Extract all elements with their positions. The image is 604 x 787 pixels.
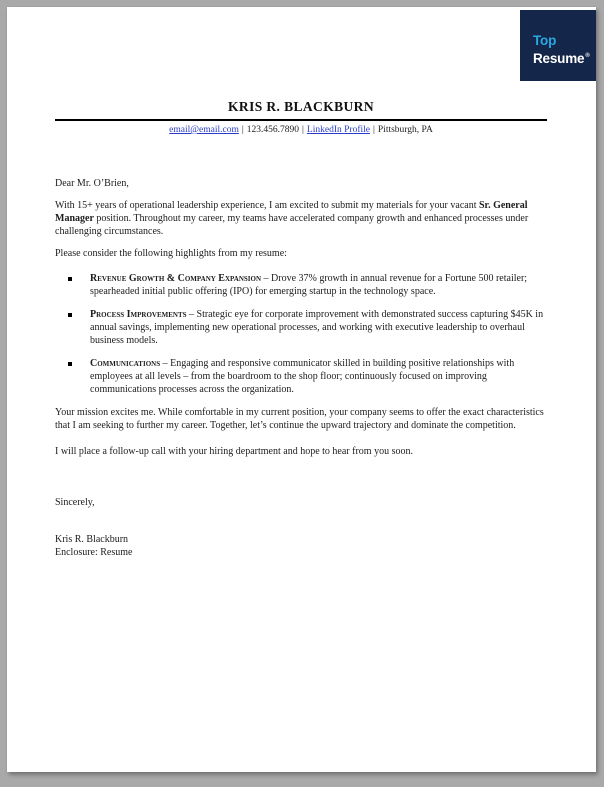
highlight-heading: Revenue Growth & Company Expansion bbox=[90, 273, 262, 284]
highlights-intro: Please consider the following highlights from my resume: bbox=[55, 248, 287, 259]
candidate-name-heading: KRIS R. BLACKBURN bbox=[228, 99, 374, 114]
highlight-heading: Communications bbox=[90, 358, 161, 369]
salutation: Dear Mr. O’Brien, bbox=[55, 178, 129, 189]
job-title-bold: Sr. General Manager bbox=[55, 200, 528, 224]
registered-trademark-symbol: ® bbox=[585, 52, 590, 59]
contact-separator: | bbox=[302, 125, 304, 135]
logo-word-resume-text: Resume bbox=[533, 50, 585, 66]
paragraph-intro-pre: With 15+ years of operational leadership experience, I am excited to submit my materials for your vacant bbox=[55, 200, 479, 211]
paragraph-intro-post: position. Throughout my career, my teams have accelerated company growth and enhanced processes under challenging circumstances. bbox=[55, 213, 529, 237]
highlight-text: – Engaging and responsive communicator skilled in building positive relationships with employees at all levels – from the boardroom to the shop floor; continuously focused on improving communications processes across the organization. bbox=[90, 358, 515, 395]
logo-word-top: Top bbox=[533, 33, 557, 48]
signature-name: Kris R. Blackburn bbox=[55, 534, 129, 545]
location-text: Pittsburgh, PA bbox=[377, 125, 433, 135]
paragraph-followup: I will place a follow-up call with your hiring department and hope to hear from you soon. bbox=[55, 446, 413, 457]
closing-line: Sincerely, bbox=[55, 497, 95, 508]
highlight-text: – Drove 37% growth in annual revenue for a Fortune 500 retailer; spearheaded initial public offering (IPO) for emerging startup in the technology space. bbox=[90, 273, 528, 297]
highlight-heading: Process Improvements bbox=[90, 309, 187, 320]
highlights-list bbox=[55, 272, 547, 396]
header-divider-rule bbox=[55, 119, 547, 121]
contact-line bbox=[55, 124, 547, 137]
letter-page bbox=[7, 7, 596, 772]
email-link[interactable]: email@email.com bbox=[169, 125, 239, 135]
phone-number: 123.456.7890 bbox=[246, 125, 300, 135]
highlight-item-revenue-growth bbox=[55, 272, 547, 298]
contact-separator: | bbox=[241, 125, 244, 135]
paragraph-intro bbox=[55, 199, 547, 238]
highlight-text: – Strategic eye for corporate improvement with demonstrated success capturing $45K in annual savings, implementing new operational processes, and working with executive leadership to overhaul business models. bbox=[90, 309, 544, 346]
signature-block bbox=[55, 533, 547, 559]
linkedin-link[interactable]: LinkedIn Profile bbox=[306, 125, 370, 135]
highlight-item-process-improvements bbox=[55, 308, 547, 347]
contact-separator: | bbox=[372, 125, 375, 135]
letter-content bbox=[55, 7, 547, 559]
highlight-item-communications bbox=[55, 357, 547, 396]
enclosure-note: Enclosure: Resume bbox=[55, 547, 133, 558]
paragraph-mission: Your mission excites me. While comfortable in my current position, your company seems to offer the exact characteristics that I am seeking to further my career. Together, let’s continue the upward trajectory and dominate the competition. bbox=[55, 407, 544, 431]
letter-body bbox=[55, 177, 547, 559]
